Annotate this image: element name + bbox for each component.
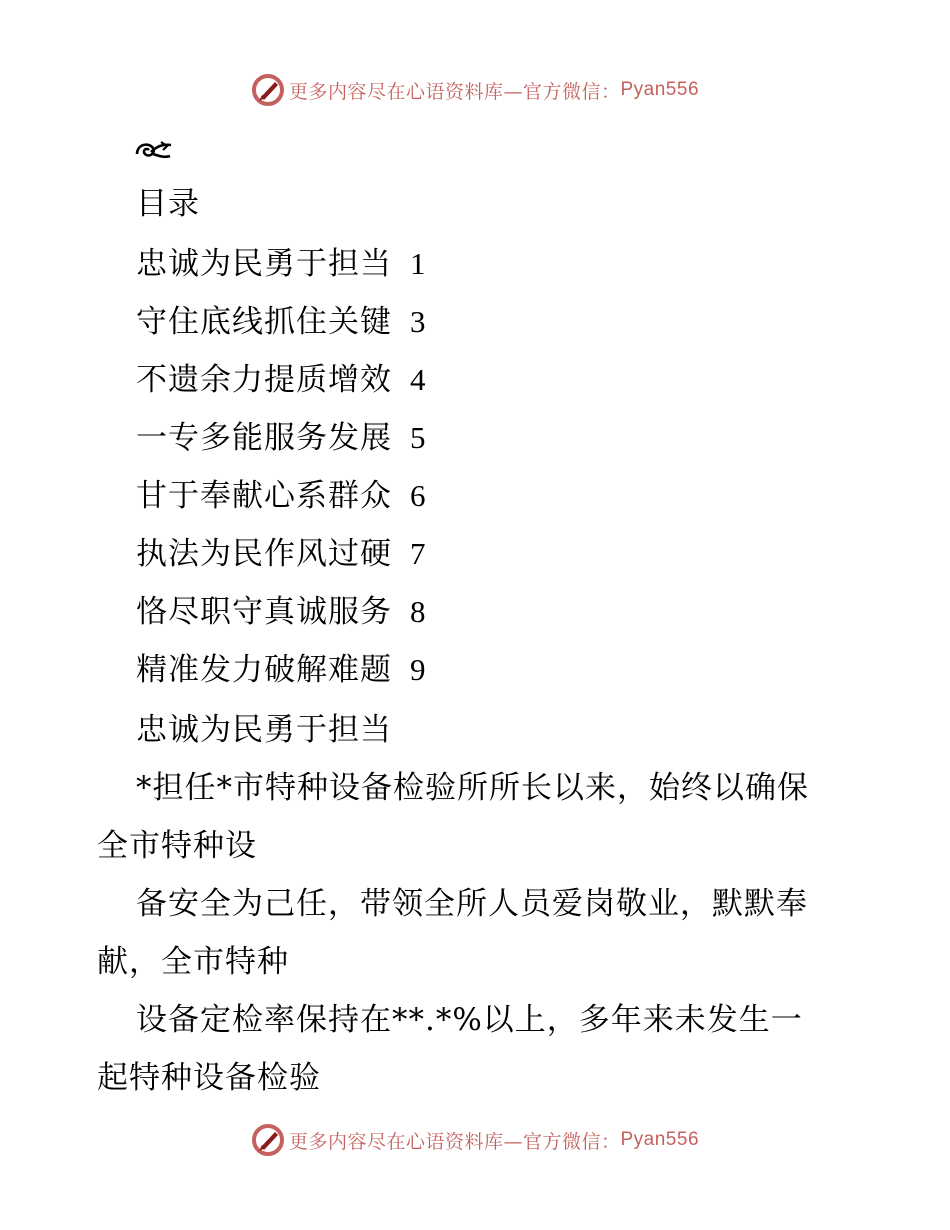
toc-item[interactable] — [136, 650, 427, 690]
flourish-ornament-icon — [133, 136, 173, 164]
toc-item-label: 一专多能服务发展 — [136, 420, 392, 456]
body-line: *担任*市特种设备检验所所长以来，始终以确保 — [136, 770, 809, 806]
toc-item-label: 恪尽职守真诚服务 — [136, 594, 392, 630]
toc-item-page: 4 — [410, 362, 427, 397]
banner-handle: Pyan556 — [620, 1129, 700, 1150]
body-line: 设备定检率保持在**.*%以上，多年来未发生一 — [136, 1002, 803, 1038]
section-heading: 忠诚为民勇于担当 — [136, 712, 392, 748]
toc-item-page: 1 — [410, 246, 427, 281]
body-line: 起特种设备检验 — [97, 1060, 321, 1096]
toc-item-label: 忠诚为民勇于担当 — [136, 246, 392, 282]
banner-handle: Pyan556 — [620, 79, 700, 100]
footer-banner — [0, 1120, 950, 1160]
body-line: 备安全为己任，带领全所人员爱岗敬业，默默奉 — [136, 886, 808, 922]
toc-item-label: 甘于奉献心系群众 — [136, 478, 392, 514]
toc-item[interactable] — [136, 534, 427, 574]
body-line: 献，全市特种 — [97, 944, 289, 980]
toc-item-page: 6 — [410, 478, 427, 513]
toc-item[interactable] — [136, 592, 427, 632]
toc-item-page: 8 — [410, 594, 427, 629]
toc-item-label: 精准发力破解难题 — [136, 652, 392, 688]
toc-item-page: 5 — [410, 420, 427, 455]
toc-item-label: 守住底线抓住关键 — [136, 304, 392, 340]
banner-text: 更多内容尽在心语资料库—官方微信： — [288, 80, 621, 103]
toc-title: 目录 — [136, 186, 200, 222]
toc-item[interactable] — [136, 476, 427, 516]
pen-logo-icon — [251, 73, 285, 107]
toc-item-page: 7 — [410, 536, 427, 571]
toc-item[interactable] — [136, 360, 427, 400]
header-banner — [0, 70, 950, 110]
toc-item[interactable] — [136, 418, 427, 458]
toc-item[interactable] — [136, 244, 427, 284]
toc-item-page: 9 — [410, 652, 427, 687]
toc-item-page: 3 — [410, 304, 427, 339]
pen-logo-icon — [251, 1123, 285, 1157]
body-line: 全市特种设 — [97, 828, 257, 864]
toc-item-label: 不遗余力提质增效 — [136, 362, 392, 398]
toc-item[interactable] — [136, 302, 427, 342]
banner-text: 更多内容尽在心语资料库—官方微信： — [288, 1130, 621, 1153]
toc-item-label: 执法为民作风过硬 — [136, 536, 392, 572]
